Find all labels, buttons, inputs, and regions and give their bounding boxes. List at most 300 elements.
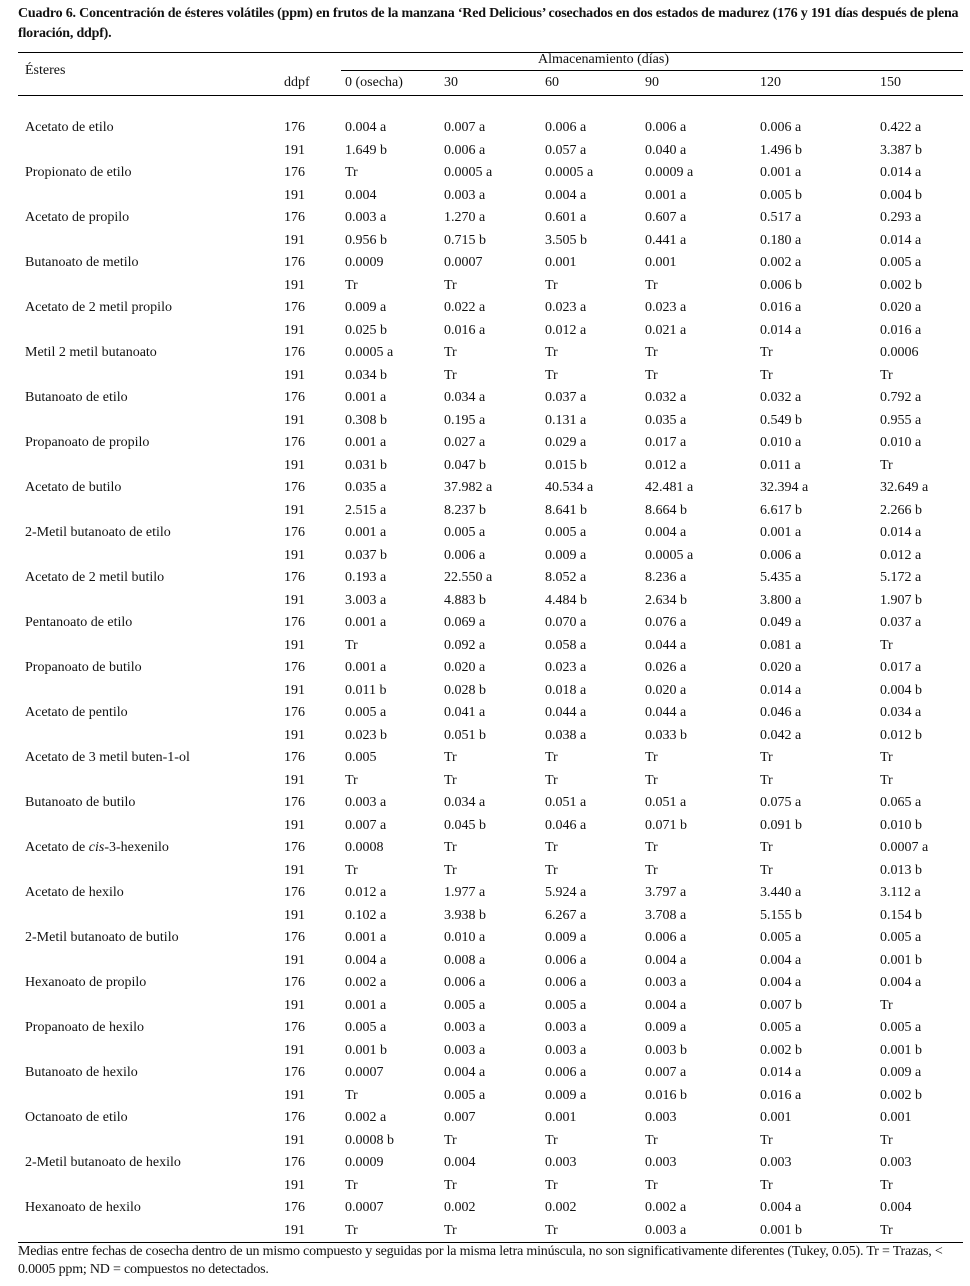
- header-storage-group: Almacenamiento (días): [538, 52, 670, 67]
- value-cell: 0.038 a: [545, 727, 587, 743]
- value-cell: Tr: [345, 165, 358, 180]
- value-cell: 0.023 a: [545, 300, 587, 315]
- value-cell: 1.496 b: [760, 142, 802, 158]
- value-cell: 0.020 a: [645, 682, 687, 698]
- ddpf-cell: 176: [284, 750, 305, 765]
- value-cell: 8.052 a: [545, 570, 587, 585]
- table-footnote: Medias entre fechas de cosecha dentro de un mismo compuesto y seguidas por la misma letra minúscula, no son significativamente diferentes (Tukey, 0.05). Tr = Trazas, < 0.0005 ppm; ND = compuestos no detectados.: [18, 1244, 943, 1277]
- value-cell: 0.029 a: [545, 435, 587, 450]
- value-cell: 4.484 b: [545, 592, 587, 608]
- value-cell: 0.091 b: [760, 817, 802, 833]
- value-cell: 3.797 a: [645, 885, 687, 900]
- value-cell: 8.641 b: [545, 502, 587, 518]
- value-cell: 0.032 a: [645, 390, 687, 405]
- value-cell: 0.041 a: [444, 705, 486, 720]
- value-cell: Tr: [545, 840, 558, 855]
- value-cell: 0.013 b: [880, 862, 922, 878]
- ddpf-cell: 176: [284, 795, 305, 810]
- value-cell: 0.014 a: [760, 322, 802, 338]
- value-cell: 3.505 b: [545, 232, 587, 248]
- value-cell: 0.014 a: [880, 165, 922, 180]
- value-cell: Tr: [444, 367, 457, 383]
- value-cell: 0.006 b: [760, 277, 802, 293]
- value-cell: 0.069 a: [444, 615, 486, 630]
- value-cell: 0.075 a: [760, 795, 802, 810]
- value-cell: 0.549 b: [760, 412, 802, 428]
- value-cell: 32.649 a: [880, 480, 929, 495]
- header-esteres: Ésteres: [25, 63, 66, 78]
- value-cell: 0.046 a: [545, 817, 587, 833]
- value-cell: 0.001 b: [880, 952, 922, 968]
- value-cell: Tr: [444, 1132, 457, 1148]
- value-cell: 0.005 a: [444, 1087, 486, 1103]
- value-cell: 0.001 a: [760, 525, 802, 540]
- value-cell: 0.001 b: [345, 1042, 387, 1058]
- value-cell: 0.004 a: [545, 187, 587, 203]
- value-cell: 0.003 a: [645, 975, 687, 990]
- value-cell: 0.004 a: [345, 120, 387, 135]
- value-cell: 0.005 a: [444, 997, 486, 1013]
- header-col-2: 60: [545, 75, 559, 90]
- compound-name: Butanoato de metilo: [25, 255, 139, 270]
- value-cell: 3.387 b: [880, 142, 922, 158]
- value-cell: Tr: [880, 1222, 893, 1238]
- value-cell: 0.003 a: [545, 1042, 587, 1058]
- value-cell: 0.001 a: [645, 187, 687, 203]
- value-cell: 0.005 a: [880, 1020, 922, 1035]
- value-cell: 0.049 a: [760, 615, 802, 630]
- value-cell: Tr: [760, 750, 773, 765]
- ddpf-cell: 191: [284, 1222, 305, 1238]
- value-cell: 0.005 a: [760, 1020, 802, 1035]
- value-cell: Tr: [645, 277, 658, 293]
- value-cell: 0.007 a: [444, 120, 486, 135]
- ddpf-cell: 191: [284, 142, 305, 158]
- value-cell: Tr: [880, 367, 893, 383]
- value-cell: 6.617 b: [760, 502, 802, 518]
- value-cell: 2.266 b: [880, 502, 922, 518]
- value-cell: 0.006 a: [645, 120, 687, 135]
- ddpf-cell: 191: [284, 637, 305, 653]
- value-cell: 0.001: [880, 1110, 912, 1125]
- ddpf-cell: 176: [284, 345, 305, 360]
- value-cell: 0.005 a: [345, 705, 387, 720]
- value-cell: Tr: [880, 637, 893, 653]
- value-cell: 0.004 a: [444, 1065, 486, 1080]
- value-cell: 8.237 b: [444, 502, 486, 518]
- ddpf-cell: 191: [284, 502, 305, 518]
- value-cell: 0.001: [545, 255, 577, 270]
- value-cell: 8.664 b: [645, 502, 687, 518]
- value-cell: 0.0005 a: [645, 547, 694, 563]
- value-cell: 0.006 a: [545, 1065, 587, 1080]
- value-cell: 0.009 a: [545, 930, 587, 945]
- value-cell: 0.012 a: [545, 322, 587, 338]
- value-cell: 0.004: [880, 1200, 912, 1215]
- value-cell: 0.042 a: [760, 727, 802, 743]
- ddpf-cell: 191: [284, 997, 305, 1013]
- ddpf-cell: 176: [284, 480, 305, 495]
- value-cell: 0.014 a: [880, 232, 922, 248]
- value-cell: Tr: [760, 367, 773, 383]
- value-cell: 0.001 b: [760, 1222, 802, 1238]
- value-cell: 8.236 a: [645, 570, 687, 585]
- value-cell: 0.051 a: [645, 795, 687, 810]
- value-cell: 0.065 a: [880, 795, 922, 810]
- value-cell: 0.002 b: [880, 277, 922, 293]
- value-cell: 0.034 a: [880, 705, 922, 720]
- value-cell: 0.308 b: [345, 412, 387, 428]
- value-cell: 0.015 b: [545, 457, 587, 473]
- value-cell: 0.0008 b: [345, 1132, 394, 1148]
- value-cell: 0.004 a: [760, 1200, 802, 1215]
- value-cell: 0.044 a: [645, 637, 687, 653]
- value-cell: 0.011 b: [345, 682, 387, 698]
- top-rule: [18, 52, 963, 53]
- value-cell: 0.018 a: [545, 682, 587, 698]
- value-cell: Tr: [444, 772, 457, 788]
- value-cell: 0.002 a: [760, 255, 802, 270]
- value-cell: 0.020 a: [880, 300, 922, 315]
- value-cell: 0.001 a: [345, 390, 387, 405]
- value-cell: Tr: [760, 345, 773, 360]
- value-cell: Tr: [545, 367, 558, 383]
- compound-name: 2-Metil butanoato de etilo: [25, 525, 171, 540]
- value-cell: 0.009 a: [545, 1087, 587, 1103]
- value-cell: 0.004 a: [645, 997, 687, 1013]
- value-cell: 0.006 a: [444, 547, 486, 563]
- value-cell: 0.131 a: [545, 412, 587, 428]
- value-cell: 0.006 a: [545, 952, 587, 968]
- compound-name: Propionato de etilo: [25, 165, 132, 180]
- value-cell: 0.003: [760, 1155, 792, 1170]
- ddpf-cell: 176: [284, 120, 305, 135]
- ddpf-cell: 176: [284, 705, 305, 720]
- value-cell: Tr: [345, 1087, 358, 1103]
- value-cell: 0.017 a: [880, 660, 922, 675]
- storage-group-rule: [341, 70, 963, 71]
- ddpf-cell: 176: [284, 1110, 305, 1125]
- header-col-0: 0 (osecha): [345, 75, 403, 90]
- value-cell: Tr: [545, 750, 558, 765]
- value-cell: 0.006 a: [545, 975, 587, 990]
- value-cell: 0.955 a: [880, 412, 922, 428]
- value-cell: 3.440 a: [760, 885, 802, 900]
- value-cell: Tr: [760, 862, 773, 878]
- value-cell: 0.045 b: [444, 817, 486, 833]
- value-cell: 0.0007: [444, 255, 483, 270]
- value-cell: 0.012 b: [880, 727, 922, 743]
- value-cell: 0.003 a: [444, 1020, 486, 1035]
- value-cell: Tr: [345, 862, 358, 878]
- value-cell: 0.004 a: [760, 975, 802, 990]
- value-cell: 0.051 a: [545, 795, 587, 810]
- value-cell: Tr: [345, 772, 358, 788]
- value-cell: 0.025 b: [345, 322, 387, 338]
- value-cell: 0.293 a: [880, 210, 922, 225]
- value-cell: 3.112 a: [880, 885, 921, 900]
- value-cell: 4.883 b: [444, 592, 486, 608]
- value-cell: 0.607 a: [645, 210, 687, 225]
- value-cell: 0.010 a: [880, 435, 922, 450]
- value-cell: 0.020 a: [760, 660, 802, 675]
- value-cell: 0.001: [645, 255, 677, 270]
- ddpf-cell: 191: [284, 277, 305, 293]
- ddpf-cell: 176: [284, 840, 305, 855]
- value-cell: 0.005 a: [880, 930, 922, 945]
- ddpf-cell: 191: [284, 592, 305, 608]
- value-cell: 0.004 a: [880, 975, 922, 990]
- value-cell: 0.003 a: [444, 187, 486, 203]
- value-cell: 0.023 b: [345, 727, 387, 743]
- value-cell: Tr: [545, 1132, 558, 1148]
- value-cell: Tr: [760, 1177, 773, 1193]
- value-cell: 0.014 a: [880, 525, 922, 540]
- value-cell: 0.180 a: [760, 232, 802, 248]
- ddpf-cell: 176: [284, 1155, 305, 1170]
- compound-name: Acetato de 3 metil buten-1-ol: [25, 750, 190, 765]
- ddpf-cell: 191: [284, 727, 305, 743]
- value-cell: 0.003 a: [345, 210, 387, 225]
- compound-name: Acetato de etilo: [25, 120, 114, 135]
- value-cell: 0.195 a: [444, 412, 486, 428]
- value-cell: 0.004: [345, 187, 377, 203]
- value-cell: 0.001 a: [345, 660, 387, 675]
- ddpf-cell: 191: [284, 1042, 305, 1058]
- compound-name: Acetato de propilo: [25, 210, 130, 225]
- value-cell: 0.007 b: [760, 997, 802, 1013]
- value-cell: 0.004 a: [645, 525, 687, 540]
- value-cell: 0.004 a: [345, 952, 387, 968]
- value-cell: 0.005 b: [760, 187, 802, 203]
- compound-name: Metil 2 metil butanoato: [25, 345, 157, 360]
- value-cell: Tr: [545, 1222, 558, 1238]
- value-cell: Tr: [880, 750, 893, 765]
- ddpf-cell: 191: [284, 907, 305, 923]
- compound-name: Propanoato de hexilo: [25, 1020, 144, 1035]
- value-cell: 0.016 a: [760, 300, 802, 315]
- value-cell: 0.006 a: [545, 120, 587, 135]
- ddpf-cell: 176: [284, 255, 305, 270]
- value-cell: 0.004 b: [880, 682, 922, 698]
- value-cell: Tr: [345, 277, 358, 293]
- value-cell: 0.154 b: [880, 907, 922, 923]
- header-col-3: 90: [645, 75, 659, 90]
- value-cell: 0.422 a: [880, 120, 922, 135]
- ddpf-cell: 191: [284, 1087, 305, 1103]
- header-bottom-rule: [18, 95, 963, 96]
- compound-name: Butanoato de butilo: [25, 795, 136, 810]
- value-cell: 0.023 a: [645, 300, 687, 315]
- value-cell: 0.715 b: [444, 232, 486, 248]
- value-cell: 0.044 a: [645, 705, 687, 720]
- ddpf-cell: 176: [284, 165, 305, 180]
- value-cell: 0.009 a: [645, 1020, 687, 1035]
- value-cell: Tr: [444, 1222, 457, 1238]
- ddpf-cell: 191: [284, 187, 305, 203]
- value-cell: Tr: [444, 1177, 457, 1193]
- ddpf-cell: 176: [284, 1020, 305, 1035]
- ddpf-cell: 176: [284, 1200, 305, 1215]
- value-cell: 0.193 a: [345, 570, 387, 585]
- value-cell: 0.047 b: [444, 457, 486, 473]
- value-cell: 0.026 a: [645, 660, 687, 675]
- value-cell: 0.035 a: [645, 412, 687, 428]
- value-cell: 1.907 b: [880, 592, 922, 608]
- value-cell: Tr: [345, 1222, 358, 1238]
- compound-name: Hexanoato de hexilo: [25, 1200, 141, 1215]
- ddpf-cell: 191: [284, 232, 305, 248]
- value-cell: Tr: [760, 840, 773, 855]
- value-cell: 0.0007 a: [880, 840, 929, 855]
- value-cell: 0.002 a: [345, 1110, 387, 1125]
- value-cell: 0.051 b: [444, 727, 486, 743]
- value-cell: 0.012 a: [645, 457, 687, 473]
- value-cell: 0.003 a: [545, 1020, 587, 1035]
- compound-name: 2-Metil butanoato de hexilo: [25, 1155, 181, 1170]
- value-cell: 0.002: [444, 1200, 476, 1215]
- value-cell: 0.016 a: [444, 322, 486, 338]
- value-cell: 0.020 a: [444, 660, 486, 675]
- ddpf-cell: 176: [284, 435, 305, 450]
- value-cell: 0.005 a: [345, 1020, 387, 1035]
- value-cell: 0.010 b: [880, 817, 922, 833]
- ddpf-cell: 176: [284, 300, 305, 315]
- value-cell: 0.001 a: [345, 525, 387, 540]
- ddpf-cell: 191: [284, 682, 305, 698]
- value-cell: 6.267 a: [545, 907, 587, 923]
- value-cell: 0.021 a: [645, 322, 687, 338]
- value-cell: 0.034 b: [345, 367, 387, 383]
- ddpf-cell: 176: [284, 210, 305, 225]
- value-cell: Tr: [645, 1132, 658, 1148]
- value-cell: Tr: [760, 772, 773, 788]
- value-cell: 0.006 a: [645, 930, 687, 945]
- value-cell: 0.035 a: [345, 480, 387, 495]
- value-cell: Tr: [444, 345, 457, 360]
- value-cell: 0.004: [444, 1155, 476, 1170]
- value-cell: Tr: [444, 750, 457, 765]
- compound-name: Acetato de cis-3-hexenilo: [25, 840, 169, 855]
- ddpf-cell: 176: [284, 615, 305, 630]
- value-cell: 0.0005 a: [444, 165, 493, 180]
- value-cell: 0.0009 a: [645, 165, 694, 180]
- compound-name: 2-Metil butanoato de butilo: [25, 930, 179, 945]
- value-cell: 0.003: [880, 1155, 912, 1170]
- ddpf-cell: 176: [284, 1065, 305, 1080]
- value-cell: 40.534 a: [545, 480, 594, 495]
- value-cell: Tr: [880, 1177, 893, 1193]
- value-cell: 0.006 a: [760, 547, 802, 563]
- ddpf-cell: 191: [284, 862, 305, 878]
- value-cell: 0.007 a: [345, 817, 387, 833]
- value-cell: 0.010 a: [760, 435, 802, 450]
- value-cell: 0.011 a: [760, 457, 801, 473]
- value-cell: 0.001 a: [345, 930, 387, 945]
- header-ddpf: ddpf: [284, 75, 310, 90]
- compound-name: Acetato de hexilo: [25, 885, 124, 900]
- value-cell: 3.800 a: [760, 592, 802, 608]
- value-cell: 42.481 a: [645, 480, 694, 495]
- value-cell: 5.435 a: [760, 570, 802, 585]
- value-cell: 0.006 a: [444, 975, 486, 990]
- value-cell: 0.014 a: [760, 1065, 802, 1080]
- ddpf-cell: 191: [284, 457, 305, 473]
- value-cell: 0.002 b: [880, 1087, 922, 1103]
- value-cell: 0.001 a: [760, 165, 802, 180]
- value-cell: Tr: [645, 772, 658, 788]
- value-cell: Tr: [545, 862, 558, 878]
- compound-name: Acetato de pentilo: [25, 705, 128, 720]
- value-cell: Tr: [545, 345, 558, 360]
- value-cell: 0.0005 a: [345, 345, 394, 360]
- value-cell: 0.034 a: [444, 390, 486, 405]
- value-cell: 0.0009: [345, 1155, 384, 1170]
- value-cell: 0.014 a: [760, 682, 802, 698]
- value-cell: Tr: [760, 1132, 773, 1148]
- ddpf-cell: 191: [284, 1132, 305, 1148]
- value-cell: 0.002 b: [760, 1042, 802, 1058]
- value-cell: 0.044 a: [545, 705, 587, 720]
- value-cell: 0.005 a: [545, 525, 587, 540]
- value-cell: 0.003 a: [444, 1042, 486, 1058]
- ddpf-cell: 191: [284, 547, 305, 563]
- value-cell: 0.037 b: [345, 547, 387, 563]
- value-cell: Tr: [545, 277, 558, 293]
- value-cell: 0.0008: [345, 840, 384, 855]
- value-cell: Tr: [645, 1177, 658, 1193]
- value-cell: 0.057 a: [545, 142, 587, 158]
- ddpf-cell: 176: [284, 390, 305, 405]
- value-cell: Tr: [645, 862, 658, 878]
- value-cell: 5.155 b: [760, 907, 802, 923]
- ddpf-cell: 191: [284, 817, 305, 833]
- header-col-1: 30: [444, 75, 458, 90]
- header-col-5: 150: [880, 75, 901, 90]
- value-cell: Tr: [444, 840, 457, 855]
- value-cell: 0.792 a: [880, 390, 922, 405]
- value-cell: 0.004 b: [880, 187, 922, 203]
- ddpf-cell: 191: [284, 322, 305, 338]
- header-col-4: 120: [760, 75, 781, 90]
- value-cell: Tr: [880, 1132, 893, 1148]
- value-cell: 0.102 a: [345, 907, 387, 923]
- value-cell: 0.081 a: [760, 637, 802, 653]
- compound-name: Propanoato de butilo: [25, 660, 142, 675]
- value-cell: 0.001 b: [880, 1042, 922, 1058]
- value-cell: 0.071 b: [645, 817, 687, 833]
- value-cell: 0.046 a: [760, 705, 802, 720]
- value-cell: Tr: [444, 862, 457, 878]
- value-cell: Tr: [345, 1177, 358, 1193]
- value-cell: 0.076 a: [645, 615, 687, 630]
- value-cell: 0.037 a: [545, 390, 587, 405]
- value-cell: 0.0007: [345, 1065, 384, 1080]
- value-cell: 0.0006: [880, 345, 919, 360]
- value-cell: Tr: [345, 637, 358, 653]
- value-cell: 0.012 a: [880, 547, 922, 563]
- value-cell: 0.027 a: [444, 435, 486, 450]
- value-cell: Tr: [444, 277, 457, 293]
- value-cell: 0.001 a: [345, 615, 387, 630]
- value-cell: Tr: [645, 840, 658, 855]
- compound-name: Propanoato de propilo: [25, 435, 150, 450]
- table-caption: Cuadro 6. Concentración de ésteres volátiles (ppm) en frutos de la manzana ‘Red Delicious’ cosechados en dos estados de madurez (176 y 191 días después de plena floración, ddpf).: [18, 6, 959, 41]
- value-cell: 0.517 a: [760, 210, 802, 225]
- compound-name: Acetato de butilo: [25, 480, 122, 495]
- value-cell: 0.001: [545, 1110, 577, 1125]
- ddpf-cell: 176: [284, 660, 305, 675]
